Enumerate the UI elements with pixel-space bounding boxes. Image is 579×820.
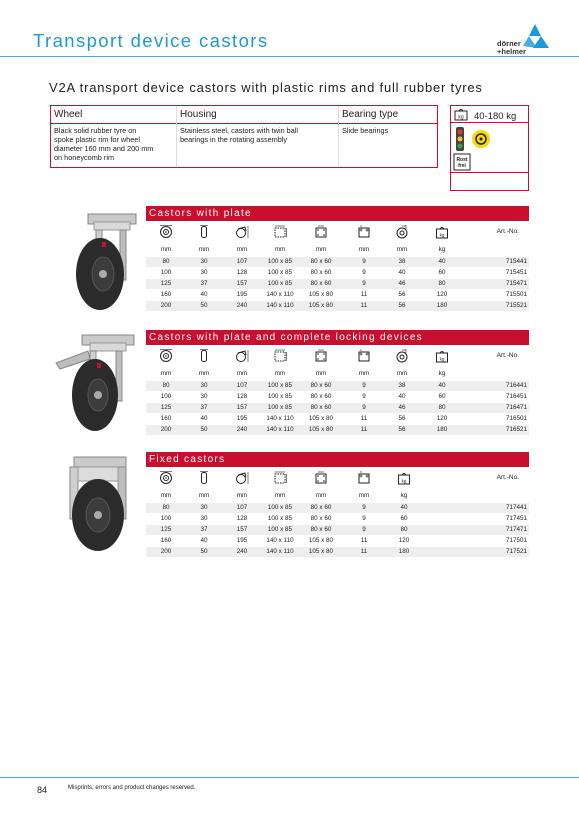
footer-divider xyxy=(0,777,579,778)
unit-row xyxy=(146,492,529,502)
table-cell: 40 xyxy=(398,393,406,400)
table-cell: 50 xyxy=(200,302,208,309)
total-height-icon xyxy=(235,349,249,363)
wheel-diameter-icon xyxy=(159,349,173,363)
table-cell: 11 xyxy=(360,426,368,433)
table-cell: 100 x 85 xyxy=(267,504,293,511)
bolt-spacing-icon xyxy=(314,225,328,239)
article-number: 715471 xyxy=(505,280,527,287)
table-cell: 30 xyxy=(200,382,208,389)
table-cell: 80 xyxy=(162,504,170,511)
table-cell: 105 x 80 xyxy=(308,291,334,298)
table-cell: 107 xyxy=(236,504,248,511)
table-cell: 11 xyxy=(360,291,368,298)
table-cell: 9 xyxy=(362,404,366,411)
bolt-hole-icon xyxy=(357,471,371,485)
table-cell: 9 xyxy=(362,280,366,287)
table-cell: 100 x 85 xyxy=(267,258,293,265)
icon-row xyxy=(146,347,529,367)
table-cell: 60 xyxy=(438,393,446,400)
table-cell: 40 xyxy=(200,291,208,298)
table-cell: 105 x 80 xyxy=(308,426,334,433)
bolt-hole-icon xyxy=(357,349,371,363)
table-cell: 180 xyxy=(436,426,448,433)
table-cell: 125 xyxy=(160,526,172,533)
article-number: 717501 xyxy=(505,537,527,544)
table-row xyxy=(146,525,529,535)
table-cell: 157 xyxy=(236,526,248,533)
unit-cell: kg xyxy=(438,246,446,253)
unit-cell: mm xyxy=(198,246,210,253)
unit-cell: mm xyxy=(396,370,408,377)
table-cell: 60 xyxy=(400,515,408,522)
bolt-hole-icon xyxy=(357,225,371,239)
brand-logo-text: dörner +helmer xyxy=(497,39,526,56)
unit-cell: kg xyxy=(438,370,446,377)
table-cell: 100 x 85 xyxy=(267,515,293,522)
table-cell: 240 xyxy=(236,548,248,555)
castor-with-lock-image xyxy=(50,333,142,433)
table-cell: 80 xyxy=(162,258,170,265)
table-cell: 195 xyxy=(236,537,248,544)
icon-row xyxy=(146,469,529,489)
spec-table xyxy=(50,105,438,168)
unit-row xyxy=(146,246,529,256)
table-cell: 140 x 110 xyxy=(266,426,294,433)
table-cell: 40 xyxy=(438,382,446,389)
svg-text:kg: kg xyxy=(439,232,445,238)
header-divider xyxy=(0,56,579,57)
table-cell: 9 xyxy=(362,258,366,265)
table-cell: 40 xyxy=(200,537,208,544)
table-cell: 100 xyxy=(160,515,172,522)
table-cell: 128 xyxy=(236,269,248,276)
unit-cell: mm xyxy=(358,246,370,253)
table-cell: 100 x 85 xyxy=(267,526,293,533)
table-cell: 125 xyxy=(160,280,172,287)
table-cell: 80 xyxy=(438,404,446,411)
table-cell: 56 xyxy=(398,291,406,298)
yellow-wheel-icon xyxy=(471,129,491,149)
section-title: Fixed castors xyxy=(146,452,529,467)
table-cell: 180 xyxy=(398,548,410,555)
table-cell: 195 xyxy=(236,415,248,422)
tyre-width-icon xyxy=(197,471,211,485)
spec-housing-text: Stainless steel, castors with twin ball bearings in the rotating assembly xyxy=(180,126,299,144)
table-cell: 40 xyxy=(398,269,406,276)
table-row xyxy=(146,381,529,391)
table-cell: 80 x 60 xyxy=(310,269,332,276)
table-cell: 80 xyxy=(400,526,408,533)
unit-cell: mm xyxy=(160,370,172,377)
table-row xyxy=(146,503,529,513)
footer-note: Misprints, errors and product changes reserved. xyxy=(68,785,196,791)
table-cell: 160 xyxy=(160,537,172,544)
article-number: 717451 xyxy=(505,515,527,522)
table-cell: 37 xyxy=(200,404,208,411)
table-cell: 30 xyxy=(200,258,208,265)
table-cell: 200 xyxy=(160,302,172,309)
unit-cell: mm xyxy=(160,246,172,253)
article-number: 716471 xyxy=(505,404,527,411)
table-cell: 50 xyxy=(200,548,208,555)
table-cell: 120 xyxy=(398,537,410,544)
load-range: 40-180 kg xyxy=(474,111,517,122)
plate-size-icon xyxy=(273,225,287,239)
table-cell: 157 xyxy=(236,404,248,411)
table-cell: 180 xyxy=(436,302,448,309)
tyre-width-icon xyxy=(197,225,211,239)
article-number: 716451 xyxy=(505,393,527,400)
article-number: 715521 xyxy=(505,302,527,309)
table-cell: 9 xyxy=(362,269,366,276)
page-number: 84 xyxy=(37,785,48,795)
unit-cell: mm xyxy=(236,492,248,499)
unit-cell: mm xyxy=(358,492,370,499)
total-height-icon xyxy=(235,471,249,485)
article-number: 716521 xyxy=(505,426,527,433)
table-row xyxy=(146,547,529,557)
article-number: 715441 xyxy=(505,258,527,265)
table-cell: 56 xyxy=(398,426,406,433)
art-no-label: Art.-No. xyxy=(496,474,519,481)
table-cell: 37 xyxy=(200,280,208,287)
total-height-icon xyxy=(235,225,249,239)
icon-row xyxy=(146,223,529,243)
plate-size-icon xyxy=(273,471,287,485)
article-number: 717441 xyxy=(505,504,527,511)
table-cell: 100 x 85 xyxy=(267,269,293,276)
table-cell: 107 xyxy=(236,258,248,265)
unit-cell: mm xyxy=(236,246,248,253)
svg-text:kg: kg xyxy=(439,356,445,362)
table-row xyxy=(146,514,529,524)
table-cell: 125 xyxy=(160,404,172,411)
load-capacity-icon xyxy=(435,225,449,239)
table-cell: 100 x 85 xyxy=(267,404,293,411)
rust-free-icon xyxy=(453,153,471,171)
table-cell: 100 x 85 xyxy=(267,382,293,389)
table-cell: 11 xyxy=(360,302,368,309)
table-cell: 38 xyxy=(398,382,406,389)
table-cell: 46 xyxy=(398,404,406,411)
table-cell: 80 x 60 xyxy=(310,382,332,389)
table-cell: 30 xyxy=(200,504,208,511)
table-row xyxy=(146,301,529,311)
table-cell: 105 x 80 xyxy=(308,537,334,544)
table-cell: 105 x 80 xyxy=(308,302,334,309)
svg-text:Rost: Rost xyxy=(456,157,468,163)
table-cell: 30 xyxy=(200,515,208,522)
table-cell: 11 xyxy=(360,415,368,422)
table-cell: 80 x 60 xyxy=(310,526,332,533)
table-cell: 140 x 110 xyxy=(266,537,294,544)
art-no-label: Art.-No. xyxy=(496,352,519,359)
table-row xyxy=(146,536,529,546)
article-number: 717471 xyxy=(505,526,527,533)
table-cell: 160 xyxy=(160,415,172,422)
page-header xyxy=(0,0,579,62)
table-cell: 60 xyxy=(438,269,446,276)
table-cell: 140 x 110 xyxy=(266,548,294,555)
spec-header-bearing: Bearing type xyxy=(342,109,399,120)
table-cell: 80 x 60 xyxy=(310,504,332,511)
bolt-spacing-icon xyxy=(314,471,328,485)
table-cell: 9 xyxy=(362,382,366,389)
tyre-width-icon xyxy=(197,349,211,363)
article-number: 715451 xyxy=(505,269,527,276)
plate-size-icon xyxy=(273,349,287,363)
table-row xyxy=(146,425,529,435)
wheel-diameter-icon xyxy=(159,225,173,239)
art-no-label: Art.-No. xyxy=(496,228,519,235)
table-cell: 100 xyxy=(160,269,172,276)
table-cell: 11 xyxy=(360,537,368,544)
load-capacity-icon xyxy=(435,349,449,363)
table-cell: 100 xyxy=(160,393,172,400)
unit-row xyxy=(146,370,529,380)
table-cell: 9 xyxy=(362,393,366,400)
table-row xyxy=(146,403,529,413)
table-cell: 9 xyxy=(362,504,366,511)
load-capacity-icon xyxy=(397,471,411,485)
spec-wheel-text: Black solid rubber tyre on spoke plastic rim for wheel diameter 160 mm and 200 mm on honeycomb rim xyxy=(54,126,154,162)
spec-bearing-text: Slide bearings xyxy=(342,126,389,135)
offset-icon xyxy=(395,225,409,239)
table-cell: 157 xyxy=(236,280,248,287)
unit-cell: mm xyxy=(274,246,286,253)
table-cell: 128 xyxy=(236,515,248,522)
unit-cell: kg xyxy=(400,492,408,499)
offset-icon xyxy=(395,349,409,363)
table-cell: 100 x 85 xyxy=(267,393,293,400)
unit-cell: mm xyxy=(315,370,327,377)
table-cell: 56 xyxy=(398,415,406,422)
wheel-diameter-icon xyxy=(159,471,173,485)
table-row xyxy=(146,290,529,300)
product-subtitle: V2A transport device castors with plastic rims and full rubber tyres xyxy=(49,80,483,95)
unit-cell: mm xyxy=(160,492,172,499)
table-cell: 128 xyxy=(236,393,248,400)
unit-cell: mm xyxy=(396,246,408,253)
table-cell: 107 xyxy=(236,382,248,389)
table-cell: 140 x 110 xyxy=(266,291,294,298)
svg-text:frei: frei xyxy=(458,163,466,169)
section-title: Castors with plate xyxy=(146,206,529,221)
table-cell: 9 xyxy=(362,526,366,533)
article-number: 717521 xyxy=(505,548,527,555)
table-cell: 80 x 60 xyxy=(310,404,332,411)
table-cell: 80 xyxy=(438,280,446,287)
article-number: 715501 xyxy=(505,291,527,298)
unit-cell: mm xyxy=(315,246,327,253)
article-number: 716441 xyxy=(505,382,527,389)
traffic-light-icon xyxy=(455,127,465,151)
spec-header-housing: Housing xyxy=(180,109,217,120)
table-cell: 80 x 60 xyxy=(310,393,332,400)
unit-cell: mm xyxy=(274,492,286,499)
svg-text:kg: kg xyxy=(401,478,407,484)
unit-cell: mm xyxy=(236,370,248,377)
table-cell: 50 xyxy=(200,426,208,433)
table-cell: 240 xyxy=(236,426,248,433)
table-cell: 80 x 60 xyxy=(310,515,332,522)
table-cell: 40 xyxy=(438,258,446,265)
table-cell: 100 x 85 xyxy=(267,280,293,287)
spec-header-wheel: Wheel xyxy=(54,109,83,120)
unit-cell: mm xyxy=(274,370,286,377)
table-cell: 30 xyxy=(200,393,208,400)
table-row xyxy=(146,392,529,402)
table-cell: 80 x 60 xyxy=(310,280,332,287)
table-cell: 140 x 110 xyxy=(266,415,294,422)
table-cell: 9 xyxy=(362,515,366,522)
table-cell: 38 xyxy=(398,258,406,265)
table-cell: 200 xyxy=(160,548,172,555)
bolt-spacing-icon xyxy=(314,349,328,363)
fixed-castor-image xyxy=(60,455,140,555)
table-cell: 46 xyxy=(398,280,406,287)
table-cell: 40 xyxy=(400,504,408,511)
table-cell: 40 xyxy=(200,415,208,422)
table-cell: 80 x 60 xyxy=(310,258,332,265)
svg-text:kg: kg xyxy=(458,114,464,121)
table-cell: 37 xyxy=(200,526,208,533)
table-row xyxy=(146,279,529,289)
table-cell: 140 x 110 xyxy=(266,302,294,309)
unit-cell: mm xyxy=(198,370,210,377)
table-cell: 105 x 80 xyxy=(308,548,334,555)
unit-cell: mm xyxy=(315,492,327,499)
table-row xyxy=(146,257,529,267)
table-cell: 120 xyxy=(436,291,448,298)
weight-icon xyxy=(454,108,468,121)
table-cell: 11 xyxy=(360,548,368,555)
table-cell: 195 xyxy=(236,291,248,298)
table-cell: 240 xyxy=(236,302,248,309)
section-title: Castors with plate and complete locking devices xyxy=(146,330,529,345)
article-number: 716501 xyxy=(505,415,527,422)
table-cell: 200 xyxy=(160,426,172,433)
table-cell: 56 xyxy=(398,302,406,309)
page-title: Transport device castors xyxy=(33,30,269,51)
table-row xyxy=(146,268,529,278)
unit-cell: mm xyxy=(358,370,370,377)
table-row xyxy=(146,414,529,424)
feature-box xyxy=(450,105,529,191)
castor-with-plate-image xyxy=(58,212,140,312)
table-cell: 120 xyxy=(436,415,448,422)
table-cell: 105 x 80 xyxy=(308,415,334,422)
table-cell: 30 xyxy=(200,269,208,276)
table-cell: 80 xyxy=(162,382,170,389)
table-cell: 160 xyxy=(160,291,172,298)
unit-cell: mm xyxy=(198,492,210,499)
